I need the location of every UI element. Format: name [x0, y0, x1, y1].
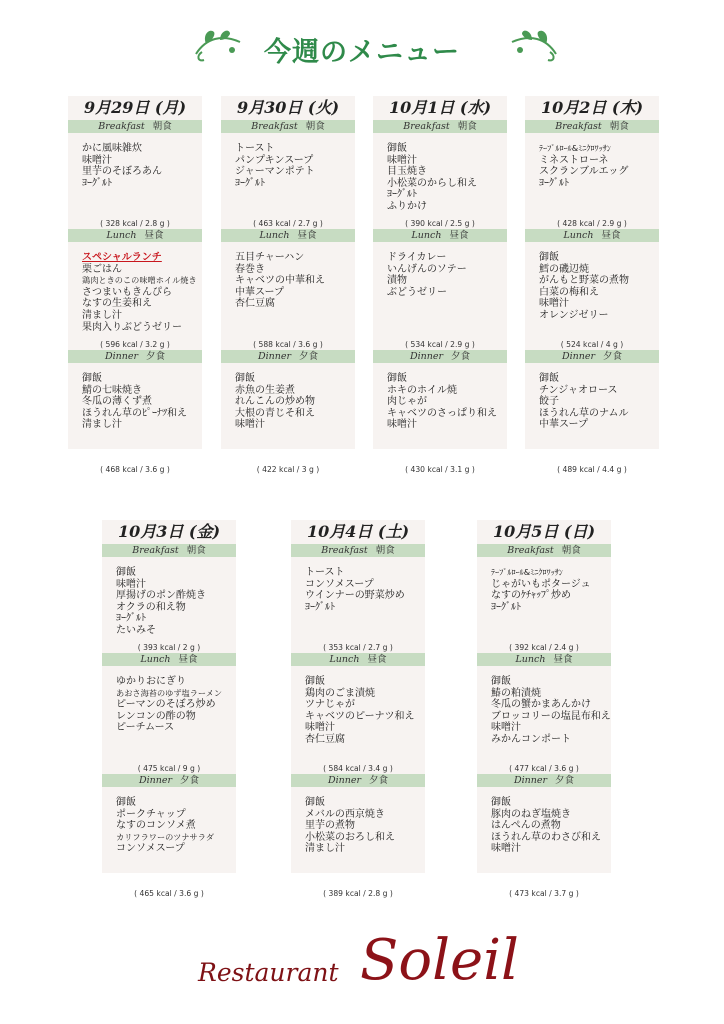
day-column-sun: [477, 520, 611, 899]
menu-item: 味噌汁: [491, 722, 521, 734]
dinner-items: [477, 787, 611, 873]
dinner-label-en: Dinner: [327, 775, 362, 786]
breakfast-bar: [525, 120, 659, 133]
breakfast-label-en: Breakfast: [251, 121, 298, 132]
breakfast-kcal: ( 428 kcal / 2.9 g ): [557, 219, 627, 228]
menu-item: 味噌汁: [387, 154, 417, 166]
menu-item: ドライカレー: [387, 252, 447, 263]
day-date: 10月5日 (日): [492, 522, 596, 541]
breakfast-label-en: Breakfast: [403, 121, 450, 132]
dinner-kcal: ( 465 kcal / 3.6 g ): [134, 889, 204, 898]
lunch-label-en: Lunch: [411, 230, 442, 241]
menu-item: コンソメスープ: [305, 578, 374, 590]
menu-item: 杏仁豆腐: [235, 298, 275, 310]
breakfast-items: [221, 133, 355, 219]
lunch-label-ja: 昼食: [297, 230, 317, 241]
lunch-label-en: Lunch: [259, 230, 290, 241]
lunch-items: [291, 666, 425, 764]
menu-item: ﾖｰｸﾞﾙﾄ: [116, 613, 146, 625]
menu-item: 里芋の煮物: [305, 820, 355, 832]
lunch-kcal: ( 588 kcal / 3.6 g ): [253, 340, 323, 349]
menu-item: あおさ海苔のゆず塩ラーメン: [116, 687, 223, 698]
menu-item: かに風味雑炊: [82, 143, 142, 154]
lunch-kcal: ( 524 kcal / 4 g ): [560, 340, 624, 349]
lunch-bar: [68, 229, 202, 242]
breakfast-bar: [68, 120, 202, 133]
menu-item: チンジャオロース: [539, 384, 618, 396]
menu-item: 餃子: [539, 396, 559, 408]
menu-item: ﾖｰｸﾞﾙﾄ: [82, 177, 112, 189]
menu-item: ふりかけ: [387, 200, 427, 212]
breakfast-kcal: ( 392 kcal / 2.4 g ): [509, 643, 579, 652]
menu-item: ほうれん草のナムル: [539, 407, 629, 419]
menu-item: ﾖｰｸﾞﾙﾄ: [305, 601, 335, 613]
breakfast-label-ja: 朝食: [375, 545, 395, 556]
menu-item: メバルの西京焼き: [305, 808, 385, 820]
dinner-label-en: Dinner: [138, 775, 173, 786]
dinner-label-en: Dinner: [561, 351, 596, 362]
menu-item: キャベツのさっぱり和え: [387, 407, 497, 419]
day-date: 10月2日 (木): [540, 98, 644, 117]
dinner-label-ja: 夕食: [146, 351, 166, 362]
dinner-bar: [525, 350, 659, 363]
menu-item: 赤魚の生姜煮: [235, 384, 295, 396]
menu-item: 味噌汁: [387, 419, 417, 431]
menu-item: 果肉入りぶどうゼリー: [82, 321, 182, 333]
menu-item: じゃがいもポタージュ: [491, 578, 591, 590]
lunch-label-en: Lunch: [515, 654, 546, 665]
menu-item: ミネストローネ: [539, 154, 609, 166]
dinner-label-en: Dinner: [104, 351, 139, 362]
menu-item: トースト: [305, 567, 345, 578]
breakfast-items: [291, 557, 425, 643]
dinner-kcal: ( 473 kcal / 3.7 g ): [509, 889, 579, 898]
menu-item: 御飯: [491, 676, 511, 687]
menu-item: ピーチムース: [116, 722, 175, 734]
lunch-bar: [291, 653, 425, 666]
menu-item: ホキのホイル焼: [387, 384, 457, 396]
menu-item: ﾃｰﾌﾞﾙﾛｰﾙ&ﾐﾆｸﾛﾜｯｻﾝ: [491, 567, 563, 577]
dinner-label-en: Dinner: [513, 775, 548, 786]
lunch-label-ja: 昼食: [178, 654, 198, 665]
lunch-kcal: ( 596 kcal / 3.2 g ): [100, 340, 170, 349]
dinner-items: [221, 363, 355, 449]
menu-item: 味噌汁: [82, 154, 112, 166]
lunch-label-en: Lunch: [140, 654, 171, 665]
dinner-bar: [291, 774, 425, 787]
menu-item: ぶどうゼリー: [387, 286, 447, 298]
breakfast-label-ja: 朝食: [152, 121, 172, 132]
day-date: 10月1日 (水): [388, 98, 492, 117]
breakfast-kcal: ( 328 kcal / 2.8 g ): [100, 219, 170, 228]
menu-item: 鶏肉ときのこの味噌ホイル焼き: [82, 275, 197, 286]
special-lunch-label: スペシャルランチ: [82, 252, 162, 263]
day-column-sat: [291, 520, 425, 899]
menu-item: 白菜の梅和え: [539, 286, 599, 298]
dinner-kcal: ( 389 kcal / 2.8 g ): [323, 889, 393, 898]
menu-item: 御飯: [235, 373, 255, 384]
day-date: 9月29日 (月): [83, 98, 187, 117]
lunch-bar: [525, 229, 659, 242]
menu-item: 味噌汁: [235, 419, 265, 431]
menu-item: オレンジゼリー: [539, 309, 609, 321]
lunch-label-en: Lunch: [563, 230, 594, 241]
menu-item: はんぺんの煮物: [491, 820, 561, 832]
menu-item: ﾖｰｸﾞﾙﾄ: [387, 189, 417, 201]
menu-item: ﾖｰｸﾞﾙﾄ: [235, 177, 265, 189]
day-column-mon: [68, 96, 202, 475]
breakfast-label-en: Breakfast: [555, 121, 602, 132]
menu-item: キャベツのピーナツ和え: [305, 710, 415, 722]
lunch-items: [477, 666, 611, 764]
menu-item: 御飯: [305, 676, 325, 687]
dinner-label-ja: 夕食: [451, 351, 471, 362]
dinner-kcal: ( 422 kcal / 3 g ): [256, 465, 320, 474]
menu-item: ほうれん草のﾋﾟｰﾅﾂ和え: [82, 407, 187, 419]
menu-item: 御飯: [116, 567, 136, 578]
lunch-label-ja: 昼食: [553, 654, 573, 665]
breakfast-items: [68, 133, 202, 219]
breakfast-bar: [291, 544, 425, 557]
lunch-items: [373, 242, 507, 340]
menu-item: 里芋のそぼろあん: [82, 166, 162, 178]
breakfast-label-en: Breakfast: [507, 545, 554, 556]
menu-item: 栗ごはん: [82, 263, 122, 275]
lunch-kcal: ( 584 kcal / 3.4 g ): [323, 764, 393, 773]
breakfast-bar: [477, 544, 611, 557]
menu-item: 御飯: [305, 797, 325, 808]
breakfast-kcal: ( 463 kcal / 2.7 g ): [253, 219, 323, 228]
menu-item: ほうれん草のわさび和え: [491, 831, 601, 843]
dinner-bar: [221, 350, 355, 363]
menu-item: スクランブルエッグ: [539, 166, 629, 178]
restaurant-logo: [0, 928, 724, 1008]
menu-item: ウインナーの野菜炒め: [305, 590, 405, 602]
menu-item: パンプキンスープ: [235, 154, 314, 166]
menu-item: 御飯: [387, 373, 407, 384]
dinner-label-ja: 夕食: [555, 775, 575, 786]
menu-item: ポークチャップ: [116, 808, 186, 820]
menu-item: 厚揚げのポン酢焼き: [116, 590, 206, 602]
dinner-label-ja: 夕食: [299, 351, 319, 362]
menu-item: 中華スープ: [539, 419, 588, 431]
dinner-label-en: Dinner: [257, 351, 292, 362]
dinner-bar: [68, 350, 202, 363]
lunch-bar: [102, 653, 236, 666]
menu-item: れんこんの炒め物: [235, 396, 315, 408]
breakfast-items: [102, 557, 236, 643]
menu-item: 中華スープ: [235, 286, 284, 298]
lunch-label-en: Lunch: [106, 230, 137, 241]
dinner-items: [373, 363, 507, 449]
dinner-bar: [477, 774, 611, 787]
menu-item: 五目チャーハン: [235, 252, 305, 263]
menu-item: ピーマンのそぼろ炒め: [116, 699, 216, 711]
day-date: 9月30日 (火): [236, 98, 340, 117]
menu-item: 杏仁豆腐: [305, 733, 345, 745]
menu-item: 清まし汁: [82, 419, 122, 431]
dinner-kcal: ( 468 kcal / 3.6 g ): [100, 465, 170, 474]
dinner-label-ja: 夕食: [603, 351, 623, 362]
menu-item: キャベツの中華和え: [235, 275, 325, 287]
menu-item: 鶏肉のごま漬焼: [305, 687, 375, 699]
breakfast-label-en: Breakfast: [132, 545, 179, 556]
menu-item: 御飯: [491, 797, 511, 808]
menu-item: ゆかりおにぎり: [116, 676, 186, 687]
menu-item: なすのｹﾁｬｯﾌﾟ炒め: [491, 590, 571, 602]
lunch-label-en: Lunch: [329, 654, 360, 665]
lunch-items: [525, 242, 659, 340]
menu-item: ツナじゃが: [305, 699, 355, 711]
menu-item: 味噌汁: [491, 843, 521, 855]
lunch-label-ja: 昼食: [367, 654, 387, 665]
menu-item: 大根の青じそ和え: [235, 407, 315, 419]
menu-item: 冬瓜の蟹かまあんかけ: [491, 699, 591, 711]
breakfast-label-ja: 朝食: [561, 545, 581, 556]
menu-item: なすの生姜和え: [82, 298, 152, 310]
day-date: 10月4日 (土): [306, 522, 410, 541]
lunch-kcal: ( 477 kcal / 3.6 g ): [509, 764, 579, 773]
breakfast-kcal: ( 353 kcal / 2.7 g ): [323, 643, 393, 652]
menu-item: 御飯: [387, 143, 407, 154]
dinner-items: [68, 363, 202, 449]
lunch-kcal: ( 534 kcal / 2.9 g ): [405, 340, 475, 349]
lunch-bar: [477, 653, 611, 666]
menu-item: 漬物: [387, 275, 407, 287]
dinner-items: [525, 363, 659, 449]
menu-item: 味噌汁: [305, 722, 335, 734]
menu-item: オクラの和え物: [116, 601, 186, 613]
menu-item: 小松菜のおろし和え: [305, 831, 395, 843]
lunch-kcal: ( 475 kcal / 9 g ): [137, 764, 201, 773]
lunch-label-ja: 昼食: [144, 230, 164, 241]
day-date: 10月3日 (金): [117, 522, 221, 541]
dinner-kcal: ( 430 kcal / 3.1 g ): [405, 465, 475, 474]
menu-item: 鯖の七味焼き: [82, 384, 142, 396]
dinner-label-ja: 夕食: [180, 775, 200, 786]
breakfast-kcal: ( 390 kcal / 2.5 g ): [405, 219, 475, 228]
menu-item: カリフラワーのツナサラダ: [116, 831, 215, 842]
dinner-items: [291, 787, 425, 873]
day-column-wed: [373, 96, 507, 475]
menu-item: 味噌汁: [539, 298, 569, 310]
menu-item: 味噌汁: [116, 578, 146, 590]
menu-item: 小松菜のからし和え: [387, 177, 477, 189]
breakfast-bar: [221, 120, 355, 133]
breakfast-label-ja: 朝食: [186, 545, 206, 556]
breakfast-label-ja: 朝食: [305, 121, 325, 132]
menu-item: 清まし汁: [305, 843, 345, 855]
menu-item: ﾃｰﾌﾞﾙﾛｰﾙ&ﾐﾆｸﾛﾜｯｻﾝ: [539, 143, 611, 153]
page-title: 今週のメニュー: [264, 37, 460, 68]
dinner-label-en: Dinner: [409, 351, 444, 362]
breakfast-items: [477, 557, 611, 643]
lunch-bar: [221, 229, 355, 242]
menu-item: 御飯: [116, 797, 136, 808]
menu-item: ブロッコリーの塩昆布和え: [491, 710, 611, 722]
menu-item: 御飯: [539, 252, 559, 263]
dinner-bar: [373, 350, 507, 363]
menu-item: たいみそ: [116, 624, 156, 636]
breakfast-bar: [102, 544, 236, 557]
breakfast-kcal: ( 393 kcal / 2 g ): [137, 643, 201, 652]
breakfast-label-ja: 朝食: [609, 121, 629, 132]
leaf-ornament-icon: [508, 24, 560, 64]
menu-item: ﾖｰｸﾞﾙﾄ: [491, 601, 521, 613]
dinner-label-ja: 夕食: [369, 775, 389, 786]
menu-item: 清まし汁: [82, 309, 122, 321]
menu-item: 豚肉のねぎ塩焼き: [491, 808, 571, 820]
lunch-items: [102, 666, 236, 764]
breakfast-items: [373, 133, 507, 219]
breakfast-label-en: Breakfast: [321, 545, 368, 556]
restaurant-name: Soleil: [360, 928, 519, 993]
menu-item: レンコンの酢の物: [116, 710, 196, 722]
menu-item: トースト: [235, 143, 275, 154]
lunch-label-ja: 昼食: [601, 230, 621, 241]
menu-item: なすのコンソメ煮: [116, 820, 196, 832]
breakfast-label-ja: 朝食: [457, 121, 477, 132]
lunch-items: [221, 242, 355, 340]
menu-item: 鰆の粕漬焼: [491, 687, 541, 699]
restaurant-word: Restaurant: [198, 958, 339, 987]
menu-item: みかんコンポート: [491, 733, 571, 745]
dinner-bar: [102, 774, 236, 787]
page-header: [0, 22, 724, 72]
menu-item: 冬瓜の薄くず煮: [82, 396, 152, 408]
menu-item: 御飯: [539, 373, 559, 384]
menu-item: ﾖｰｸﾞﾙﾄ: [539, 177, 569, 189]
lunch-label-ja: 昼食: [449, 230, 469, 241]
menu-item: 鱈の磯辺焼: [539, 263, 589, 275]
dinner-kcal: ( 489 kcal / 4.4 g ): [557, 465, 627, 474]
dinner-items: [102, 787, 236, 873]
menu-item: ジャーマンポテト: [235, 166, 315, 178]
menu-item: いんげんのソテー: [387, 263, 467, 275]
menu-item: さつまいもきんぴら: [82, 286, 172, 298]
breakfast-items: [525, 133, 659, 219]
breakfast-label-en: Breakfast: [98, 121, 145, 132]
day-column-thu: [525, 96, 659, 475]
menu-item: 肉じゃが: [387, 396, 427, 408]
menu-item: 御飯: [82, 373, 102, 384]
breakfast-bar: [373, 120, 507, 133]
menu-item: コンソメスープ: [116, 843, 185, 855]
lunch-items: [68, 242, 202, 340]
menu-item: 春巻き: [235, 263, 265, 275]
menu-item: がんもと野菜の煮物: [539, 275, 629, 287]
day-column-fri: [102, 520, 236, 899]
lunch-bar: [373, 229, 507, 242]
menu-item: 目玉焼き: [387, 166, 427, 178]
day-column-tue: [221, 96, 355, 475]
